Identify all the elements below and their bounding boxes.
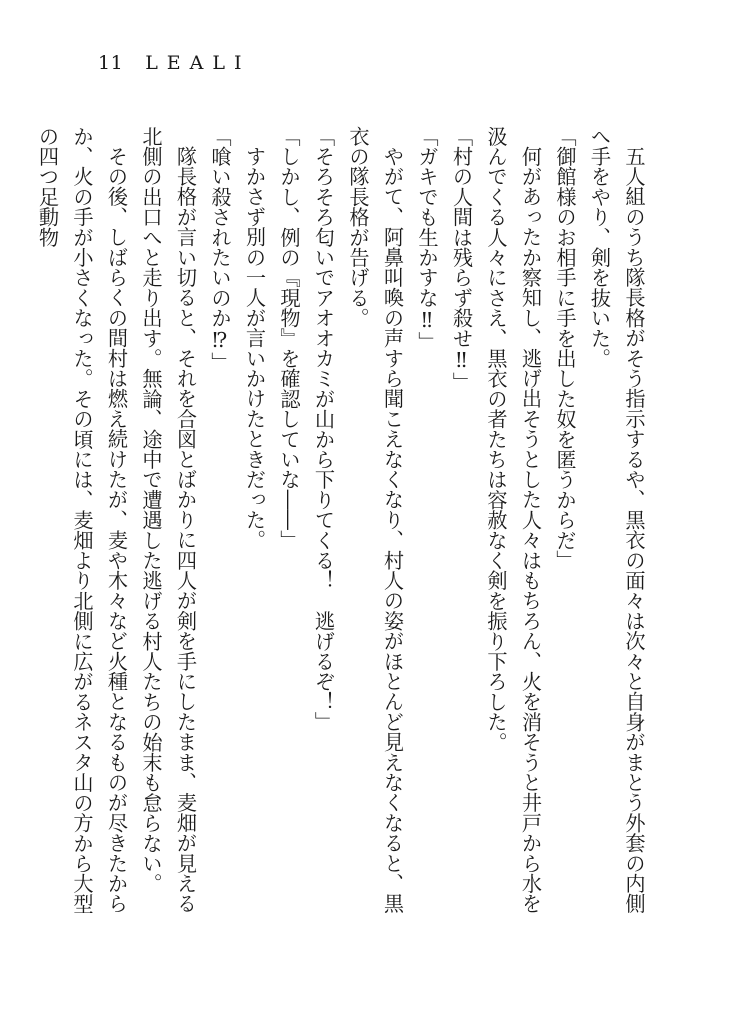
dialogue-line: 「村の人間は残らず殺せ‼」 — [449, 126, 474, 393]
page-number: 11 — [98, 52, 124, 74]
dialogue-line: 「ガキでも生かすな‼」 — [415, 126, 439, 352]
paragraph: やがて、阿鼻叫喚の声すら聞こえなくなり、村人の姿がほとんど見えなくなると、黒衣の隊長格が告げる。 — [346, 126, 405, 914]
dialogue-line: 「御館様のお相手に手を出した奴を匿うからだ」 — [553, 126, 577, 571]
page-header — [98, 52, 251, 74]
running-title: LEALI — [145, 52, 251, 74]
paragraph: 五人組のうち隊長格がそう指示するや、黒衣の面々は次々と自身がまとう外套の内側へ手をやり、剣を抜いた。 — [587, 126, 646, 914]
paragraph: その後、しばらくの間村は燃え続けたが、麦や木々など火種となるものが尽きたからか、火の手が小さくなった。その頃には、麦畑より北側に広がるネスタ山の方から大型の四つ足動物 — [35, 126, 129, 914]
dialogue-line: 「そろそろ匂いでアオオカミが山から下りてくる！ 逃げるぞ！」 — [311, 126, 336, 732]
dialogue-line: 「喰い殺されたいのか⁉」 — [208, 126, 232, 373]
dialogue-line: 「しかし、例の『現物』を確認していな――」 — [277, 126, 301, 551]
paragraph: すかさず別の一人が言いかけたときだった。 — [242, 146, 267, 551]
body-text — [35, 126, 651, 926]
paragraph: 隊長格が言い切ると、それを合図とばかりに四人が剣を手にしたまま、麦畑が見える北側の出口へと走り出す。無論、途中で遭遇した逃げる村人たちの始末も怠らない。 — [139, 126, 198, 914]
paragraph: 何があったか察知し、逃げ出そうとした人々はもちろん、火を消そうと井戸から水を汲んでくる人々にさえ、黒衣の者たちは容赦なく剣を振り下ろした。 — [484, 126, 543, 914]
